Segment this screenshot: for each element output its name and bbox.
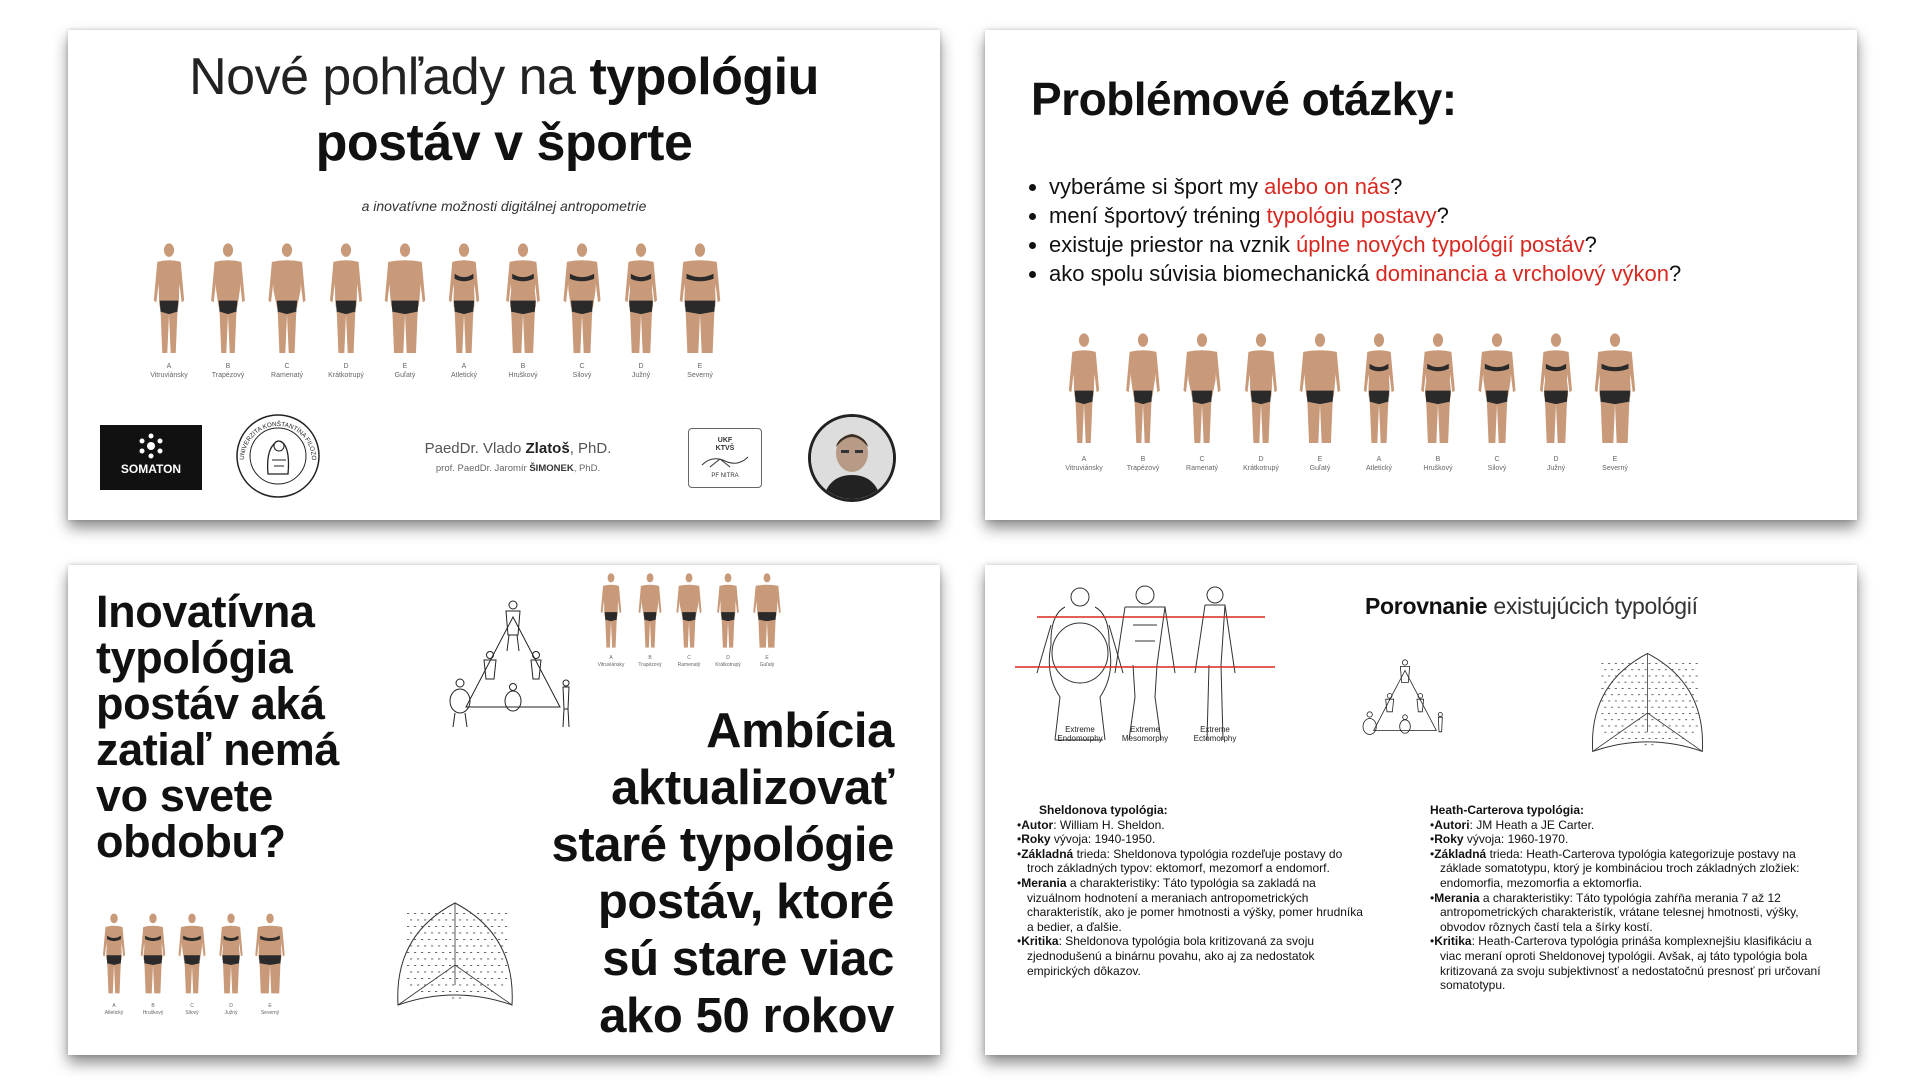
info-item: •Kritika: Sheldonova typológia bola kritizovaná za svoju zjednodušenú a binárnu povahu, ako aj za nedostatok empirických dôkazov. xyxy=(1017,934,1315,978)
diagram-label-line: Extreme xyxy=(1200,725,1230,734)
figure-letter: D xyxy=(1258,456,1264,463)
heading-line: Inovatívna xyxy=(96,586,315,637)
sheldon-triangle-diagram xyxy=(1355,655,1455,750)
figure-letter: C xyxy=(1199,456,1205,463)
title-bold-part-2: postáv v športe xyxy=(315,114,693,172)
figure-row-small-top xyxy=(518,571,938,681)
figure-name: Ramenatý xyxy=(1186,465,1218,472)
body-figure-icon xyxy=(1474,330,1520,448)
question-item xyxy=(1049,172,1849,201)
figure-letter: C xyxy=(1494,456,1500,463)
title-light-part: Nové pohľady na xyxy=(189,48,590,106)
slide-questions[interactable] xyxy=(985,30,1857,520)
title-light-part: existujúcich typológií xyxy=(1487,593,1698,619)
figure-name: Trapézový xyxy=(638,662,662,668)
question-item xyxy=(1049,201,1849,230)
coauthor-surname: ŠIMONEK xyxy=(529,463,574,474)
figure-letter: A xyxy=(166,363,172,370)
somaton-logo-text: SOMATON xyxy=(120,462,182,476)
body-figure-icon xyxy=(98,911,130,997)
figure-name: Vitruviánsky xyxy=(150,372,188,379)
somaton-star-icon xyxy=(136,433,166,459)
figure-letter: E xyxy=(1317,456,1323,463)
body-figure-icon xyxy=(137,911,169,997)
figure-letter: A xyxy=(1376,456,1382,463)
info-item: •Roky vývoja: 1940-1950. xyxy=(1017,832,1156,847)
info-item: •Základná trieda: Sheldonova typológia rozdeľuje postavy do troch základných typov: ektomorf, mezomorf a endomorf. xyxy=(1017,846,1343,876)
info-label: Roky xyxy=(1434,832,1464,847)
figure-letter: E xyxy=(697,363,703,370)
somatochart-diagram xyxy=(1585,645,1710,757)
figure-letter: D xyxy=(726,655,730,661)
body-figure-icon xyxy=(264,240,310,358)
info-label: Merania xyxy=(1021,875,1067,890)
heading-line: staré typológie xyxy=(551,818,894,872)
body-figure-icon xyxy=(176,911,208,997)
somatochart-diagram xyxy=(390,895,520,1010)
figure-letter: D xyxy=(638,363,644,370)
heading-line: Ambícia xyxy=(706,704,894,758)
body-figure-icon xyxy=(323,240,369,358)
figure-label xyxy=(660,362,740,380)
info-text: trieda: Sheldonova typológia rozdeľuje postavy do troch základných typov: ektomorf, mezomorf a endomorf. xyxy=(1027,846,1343,876)
info-item: •Kritika: Heath-Carterova typológia prináša komplexnejšiu klasifikáciu a viac meraní oproti Sheldonovej typológii. Avšak, aj táto typológia bola kritizovaná za svoju subjektivnosť a nedostatočnú presnosť pri určovaní somatotypu. xyxy=(1430,934,1821,993)
sheldon-heading: Sheldonova typológia: xyxy=(1039,803,1168,817)
body-figure-icon xyxy=(500,240,546,358)
info-label: Kritika xyxy=(1434,934,1472,949)
info-label: Kritika xyxy=(1021,934,1059,949)
body-figure-icon xyxy=(596,571,626,651)
figure-letter: B xyxy=(225,363,231,370)
diagram-label-line: Extreme xyxy=(1065,725,1095,734)
figure-letter: A xyxy=(609,655,613,661)
info-text: : William H. Sheldon. xyxy=(1053,817,1165,832)
figure-name: Guľatý xyxy=(394,372,416,379)
heading-line: postáv aká xyxy=(96,678,325,729)
figure-name: Krátkotrupý xyxy=(328,372,364,379)
title-bold-part-1: typológiu xyxy=(589,48,819,106)
figure-letter: A xyxy=(112,1003,116,1009)
sheldon-list xyxy=(1017,818,1367,979)
info-item: •Roky vývoja: 1960-1970. xyxy=(1430,832,1569,847)
heading-line: postáv, ktoré xyxy=(597,875,894,929)
ukf-logo-top: UKF xyxy=(717,437,733,444)
figure-name: Severný xyxy=(687,372,713,379)
figure-letter: D xyxy=(229,1003,233,1009)
figure-row xyxy=(985,330,1857,510)
figure-letter: A xyxy=(1081,456,1087,463)
diagram-label-ectomorphy xyxy=(1180,725,1250,743)
question-list xyxy=(1023,172,1849,288)
heading-line: typológia xyxy=(96,632,293,683)
info-label: Autor xyxy=(1021,817,1054,832)
author-photo xyxy=(808,414,896,502)
figure-letter: B xyxy=(520,363,526,370)
slide4-title xyxy=(1365,593,1698,620)
slide3-left-heading xyxy=(96,586,340,867)
heading-line: vo svete xyxy=(96,770,273,821)
info-item: •Merania a charakteristiky: Táto typológia sa zakladá na vizuálnom hodnotení a meraniach antropometrických charakteristík, ako je pomer hmotnosti a výšky, pomer hrudníka a bedier, a ďalšie. xyxy=(1017,875,1363,934)
figure-name: Severný xyxy=(1602,465,1628,472)
figure-name: Guľatý xyxy=(1309,465,1331,472)
body-figure-icon xyxy=(618,240,664,358)
body-figure-icon xyxy=(1592,330,1638,448)
figure-name: Vitruviánsky xyxy=(1065,465,1103,472)
info-text: a charakteristiky: Táto typológia sa zakladá na vizuálnom hodnotení a meraniach antropometrických charakteristík, ako je pomer hmotnosti a výšky, pomer hrudníka a bedier, a ďalšie. xyxy=(1027,875,1363,934)
info-item: •Základná trieda: Heath-Carterova typológia kategorizuje postavy na základe somatotypu, ktorý je kombináciou troch základných zložiek: endomorfia, mezomorfia a ektomorfia. xyxy=(1430,846,1800,890)
question-end: ? xyxy=(1436,203,1449,228)
figure-letter: C xyxy=(284,363,290,370)
info-label: Merania xyxy=(1434,890,1480,905)
body-figure-icon xyxy=(1356,330,1402,448)
author-suffix: , PhD. xyxy=(569,440,612,457)
body-figure-icon xyxy=(1415,330,1461,448)
info-text: trieda: Heath-Carterova typológia kategorizuje postavy na základe somatotypu, ktorý je kombináciou troch základných zložiek: endomorfia, mezomorfia a ektomorfia. xyxy=(1440,846,1800,890)
slide1-title xyxy=(68,44,940,176)
somaton-logo xyxy=(100,425,202,490)
figure-name: Ramenatý xyxy=(677,662,701,668)
figure-letter: C xyxy=(190,1003,194,1009)
heading-line: aktualizovať xyxy=(611,761,894,815)
diagram-label-line: Mesomorphy xyxy=(1121,734,1169,743)
figure-letter: D xyxy=(1553,456,1559,463)
body-figure-icon xyxy=(441,240,487,358)
heading-line: ako 50 rokov xyxy=(599,989,894,1043)
title-bold-part: Porovnanie xyxy=(1365,593,1488,619)
sheldon-section xyxy=(1017,803,1367,978)
ukf-logo-emblem-icon xyxy=(700,453,750,469)
figure-letter: E xyxy=(268,1003,272,1009)
figure-name: Trapézový xyxy=(1126,465,1160,472)
body-figure-icon xyxy=(382,240,428,358)
figure-name: Trapézový xyxy=(211,372,245,379)
figure-letter: E xyxy=(765,655,769,661)
author-prefix: PaedDr. Vlado xyxy=(424,440,526,457)
body-figure-icon xyxy=(146,240,192,358)
figure-name: Južný xyxy=(631,372,651,379)
heading-line: obdobu? xyxy=(96,816,286,867)
figure-letter: E xyxy=(1612,456,1618,463)
figure-name: Atletický xyxy=(450,372,478,379)
figure-letter: C xyxy=(687,655,691,661)
body-figure-icon xyxy=(1533,330,1579,448)
info-item: •Merania a charakteristiky: Táto typológia zahŕňa merania 7 až 12 antropometrických charakteristík, vrátane telesnej hmotnosti, výšky, obvodov rôznych častí tela a šírky kostí. xyxy=(1430,890,1799,934)
figure-label xyxy=(727,655,807,669)
body-figure-icon xyxy=(254,911,286,997)
info-text: : Heath-Carterova typológia prináša komplexnejšiu klasifikáciu a viac meraní oproti Sheldonovej typológii. Avšak, aj táto typológia bola kritizovaná za svoju subjektivnosť a nedostatočnú presnosť pri určovaní somatotypu. xyxy=(1440,934,1821,993)
info-label: Základná xyxy=(1021,846,1074,861)
author-surname: Zlatoš xyxy=(525,440,570,457)
figure-row-small-bottom xyxy=(78,911,408,1051)
figure-letter: B xyxy=(1435,456,1441,463)
body-figure-icon xyxy=(1297,330,1343,448)
body-figure-icon xyxy=(559,240,605,358)
figure-name: Ramenatý xyxy=(271,372,303,379)
slide-comparison[interactable] xyxy=(985,565,1857,1055)
body-figure-icon xyxy=(215,911,247,997)
figure-name: Krátkotrupý xyxy=(715,662,741,668)
sheldon-body-diagram xyxy=(1015,585,1275,755)
coauthor-prefix: prof. PaedDr. Jaromír xyxy=(435,463,530,474)
info-text: vývoja: 1940-1950. xyxy=(1050,832,1156,847)
figure-name: Hruškový xyxy=(142,1010,164,1016)
figure-row xyxy=(68,240,940,420)
question-item xyxy=(1049,259,1849,288)
body-figure-icon xyxy=(1238,330,1284,448)
body-figure-icon xyxy=(674,571,704,651)
figure-name: Hruškový xyxy=(1423,465,1453,472)
info-label: Roky xyxy=(1021,832,1051,847)
figure-name: Silový xyxy=(1487,465,1507,472)
question-text: vyberáme si šport my xyxy=(1049,174,1265,199)
coauthor-suffix: , PhD. xyxy=(573,463,601,474)
body-figure-icon xyxy=(752,571,782,651)
figure-label xyxy=(230,1003,310,1017)
figure-name: Guľatý xyxy=(759,662,775,668)
question-end: ? xyxy=(1584,232,1597,257)
figure-letter: B xyxy=(1140,456,1146,463)
body-figure-icon xyxy=(635,571,665,651)
figure-letter: A xyxy=(461,363,467,370)
figure-name: Silový xyxy=(572,372,592,379)
figure-letter: B xyxy=(151,1003,155,1009)
info-item: •Autor: William H. Sheldon. xyxy=(1017,817,1165,832)
figure-letter: E xyxy=(402,363,408,370)
question-text: existuje priestor na vznik xyxy=(1049,232,1296,257)
question-highlight: alebo on nás xyxy=(1264,174,1391,199)
body-figure-icon xyxy=(1120,330,1166,448)
figure-name: Vitruviánsky xyxy=(597,662,625,668)
diagram-label-line: Extreme xyxy=(1130,725,1160,734)
ukf-logo-mid: KTVŠ xyxy=(715,445,735,452)
diagram-label-line: Endomorphy xyxy=(1057,734,1103,743)
figure-name: Severný xyxy=(260,1010,280,1016)
question-item xyxy=(1049,230,1849,259)
svg-text:UNIVERZITA KONŠTANTÍNA FILOZOF xyxy=(234,412,317,461)
figure-name: Južný xyxy=(1546,465,1566,472)
figure-letter: B xyxy=(648,655,652,661)
question-end: ? xyxy=(1390,174,1403,199)
body-figure-icon xyxy=(713,571,743,651)
body-figure-icon xyxy=(205,240,251,358)
figure-letter: C xyxy=(579,363,585,370)
info-item: •Autori: JM Heath a JE Carter. xyxy=(1430,817,1595,832)
slide1-subtitle: a inovatívne možnosti digitálnej antropometrie xyxy=(361,198,647,214)
ukf-logo-bottom: PF NITRA xyxy=(711,473,739,479)
figure-name: Hruškový xyxy=(508,372,538,379)
figure-letter: D xyxy=(343,363,349,370)
slide2-title: Problémové otázky: xyxy=(1031,73,1457,125)
info-text: : Sheldonova typológia bola kritizovaná za svoju zjednodušenú a binárnu povahu, ako aj za nedostatok empirických dôkazov. xyxy=(1027,934,1315,978)
figure-label xyxy=(1575,455,1655,473)
heading-line: zatiaľ nemá xyxy=(96,724,340,775)
body-figure-icon xyxy=(1061,330,1107,448)
figure-name: Krátkotrupý xyxy=(1243,465,1279,472)
diagram-label-line: Ectomorphy xyxy=(1193,734,1237,743)
info-text: a charakteristiky: Táto typológia zahŕňa merania 7 až 12 antropometrických charakteristík, vrátane telesnej hmotnosti, výšky, obvodov rôznych častí tela a šírky kostí. xyxy=(1440,890,1799,934)
body-figure-icon xyxy=(1179,330,1225,448)
info-label: Základná xyxy=(1434,846,1487,861)
heath-carter-section xyxy=(1430,803,1830,993)
question-text: ako spolu súvisia biomechanická xyxy=(1049,261,1376,286)
figure-name: Atletický xyxy=(1365,465,1393,472)
author-name xyxy=(338,440,698,457)
body-figure-icon xyxy=(677,240,723,358)
university-seal xyxy=(234,412,322,500)
question-highlight: úplne nových typológií postáv xyxy=(1296,232,1585,257)
diagram-label-endomorphy xyxy=(1045,725,1115,743)
figure-name: Silový xyxy=(185,1010,199,1016)
info-label: Autori xyxy=(1434,817,1470,832)
heading-line: sú stare viac xyxy=(602,932,894,986)
diagram-label-mesomorphy xyxy=(1110,725,1180,743)
heath-heading: Heath-Carterova typológia: xyxy=(1430,803,1585,817)
seal-text: UNIVERZITA KONŠTANTÍNA FILOZO xyxy=(238,420,318,461)
slide3-right-heading xyxy=(551,703,894,1045)
coauthor-name xyxy=(338,463,698,474)
question-highlight: dominancia a vrcholový výkon xyxy=(1375,261,1669,286)
question-end: ? xyxy=(1669,261,1682,286)
question-highlight: typológiu postavy xyxy=(1266,203,1437,228)
slide-innovative[interactable] xyxy=(68,565,940,1055)
slide-title[interactable] xyxy=(68,30,940,520)
figure-name: Atletický xyxy=(104,1010,124,1016)
info-text: vývoja: 1960-1970. xyxy=(1463,832,1569,847)
ukf-ktvs-logo xyxy=(688,428,762,488)
info-text: : JM Heath a JE Carter. xyxy=(1469,817,1595,832)
heath-list xyxy=(1430,818,1830,993)
figure-name: Južný xyxy=(224,1010,238,1016)
question-text: mení športový tréning xyxy=(1049,203,1267,228)
